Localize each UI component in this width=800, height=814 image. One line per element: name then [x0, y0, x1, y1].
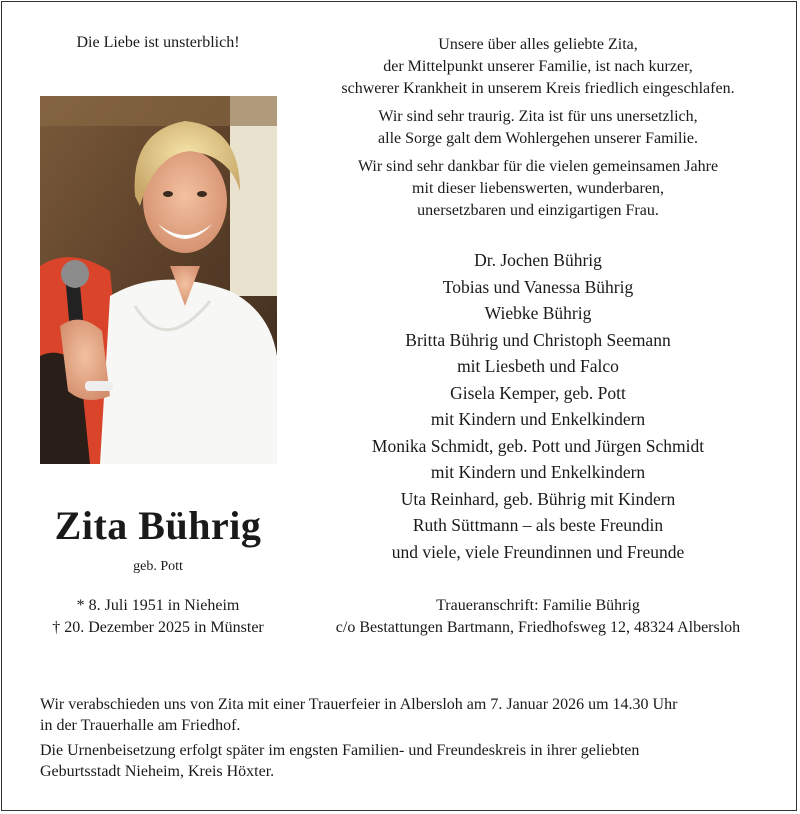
intro-line: alle Sorge galt dem Wohlergehen unserer Familie. [378, 130, 698, 147]
intro-line: der Mittelpunkt unserer Familie, ist nach kurzer, [383, 58, 693, 75]
address-line: c/o Bestattungen Bartmann, Friedhofsweg 12, 48324 Albersloh [335, 619, 741, 636]
deceased-name: Zita Bührig [54, 503, 262, 548]
intro-line: Wir sind sehr dankbar für die vielen gemeinsamen Jahre [357, 158, 719, 175]
mourner: Wiebke Bührig [484, 303, 592, 323]
mourner: und viele, viele Freundinnen und Freunde [391, 541, 685, 562]
mourner: mit Kindern und Enkelkindern [430, 409, 646, 429]
mourner: Gisela Kemper, geb. Pott [450, 382, 626, 403]
portrait-photo-icon [40, 96, 277, 464]
death-date: † 20. Dezember 2025 in Münster [52, 619, 264, 636]
footer-line: Die Urnenbeisetzung erfolgt später im engsten Familien- und Freundeskreis in ihrer geliebten [40, 742, 640, 759]
mourner: Uta Reinhard, geb. Bührig mit Kindern [400, 488, 676, 509]
urn-burial-notice [40, 740, 770, 782]
intro-line: unersetzbaren und einzigartigen Frau. [417, 202, 659, 219]
footer-notice [40, 694, 770, 786]
motto: Die Liebe ist unsterblich! [76, 34, 240, 51]
mourner: Ruth Süttmann – als beste Freundin [412, 515, 664, 535]
intro-line: Wir sind sehr traurig. Zita ist für uns unersetzlich, [378, 108, 698, 125]
mourner: Tobias und Vanessa Bührig [442, 276, 634, 297]
birth-date: * 8. Juli 1951 in Nieheim [76, 597, 240, 614]
footer-line: Geburtsstadt Nieheim, Kreis Höxter. [40, 763, 275, 780]
intro-paragraph [316, 106, 760, 150]
intro-paragraph [316, 156, 760, 222]
mourner: mit Kindern und Enkelkindern [430, 462, 646, 482]
intro-line: schwerer Krankheit in unserem Kreis friedlich eingeschlafen. [341, 80, 735, 97]
intro-text [316, 34, 760, 228]
footer-line: in der Trauerhalle am Friedhof. [40, 717, 241, 734]
life-dates [30, 595, 286, 639]
mourners-list [316, 247, 760, 565]
portrait-photo [40, 96, 277, 464]
footer-line: Wir verabschieden uns von Zita mit einer Trauerfeier in Albersloh am 7. Januar 2026 um 14.30 Uhr [40, 696, 678, 713]
funeral-notice [40, 694, 770, 736]
birth-name: geb. Pott [133, 559, 183, 574]
mourner: Britta Bührig und Christoph Seemann [405, 329, 671, 350]
intro-line: mit dieser liebenswerten, wunderbaren, [412, 180, 664, 197]
intro-paragraph [316, 34, 760, 100]
intro-line: Unsere über alles geliebte Zita, [438, 36, 638, 53]
mourner: Dr. Jochen Bührig [474, 250, 602, 270]
mourner: mit Liesbeth und Falco [457, 356, 619, 376]
address-line: Traueranschrift: Familie Bührig [436, 597, 640, 614]
mourner: Monika Schmidt, geb. Pott und Jürgen Schmidt [371, 435, 705, 456]
mourning-address [316, 595, 760, 639]
